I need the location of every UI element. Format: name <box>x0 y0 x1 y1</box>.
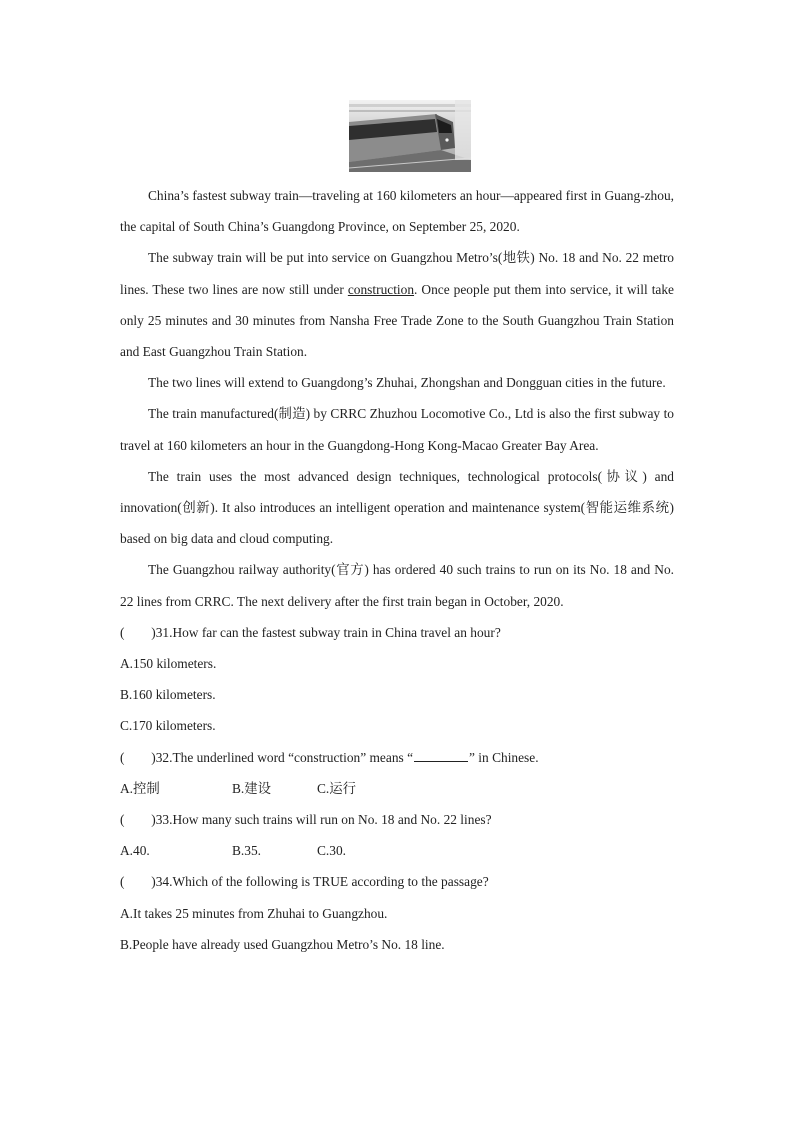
question-32-stem: ( )32.The underlined word “construction” means “ ” in Chinese. <box>120 749 539 765</box>
answer-blank <box>414 750 468 762</box>
question-32-option-b: B.建设 <box>232 780 272 796</box>
question-32-options <box>120 773 674 804</box>
underlined-word: construction <box>347 281 415 297</box>
paragraph-1: China’s fastest subway train—traveling at 160 kilometers an hour—appeared first in Guang-zhou, the capital of South China’s Guangdong Province, on September 25, 2020. <box>120 188 674 235</box>
paragraph-3: The two lines will extend to Guangdong’s Zhuhai, Zhongshan and Dongguan cities in the future. <box>148 375 666 391</box>
question-32-option-c: C.运行 <box>317 780 357 796</box>
subway-train-photo <box>349 100 471 172</box>
question-34-stem: ( )34.Which of the following is TRUE according to the passage? <box>120 874 489 890</box>
question-31-option-b: B.160 kilometers. <box>120 687 216 703</box>
question-34-option-a: A.It takes 25 minutes from Zhuhai to Guangzhou. <box>120 905 388 921</box>
question-33-option-a: A.40. <box>120 843 150 859</box>
question-31-stem: ( )31.How far can the fastest subway train in China travel an hour? <box>120 624 501 640</box>
question-33-options <box>120 835 674 866</box>
passage <box>120 180 674 960</box>
question-31-option-c: C.170 kilometers. <box>120 718 216 734</box>
paragraph-2: The subway train will be put into service on Guangzhou Metro’s(地铁) No. 18 and No. 22 metro lines. These two lines are now still under construction. Once people put them into service, it will take only 25 minutes and 30 minutes from Nansha Free Trade Zone to the South Guangzhou Train Station and East Guangzhou Train Station. <box>120 250 675 360</box>
paragraph-6: The Guangzhou railway authority(官方) has ordered 40 such trains to run on its No. 18 and No. 22 lines from CRRC. The next delivery after the first train began in October, 2020. <box>120 562 674 609</box>
paragraph-5: The train uses the most advanced design techniques, technological protocols(协议) and innovation(创新). It also introduces an intelligent operation and maintenance system(智能运维系统) based on big data and cloud computing. <box>120 468 674 547</box>
question-33-option-c: C.30. <box>317 843 347 859</box>
question-31-option-a: A.150 kilometers. <box>120 656 217 672</box>
question-32-option-a: A.控制 <box>120 780 160 796</box>
question-33-stem: ( )33.How many such trains will run on No. 18 and No. 22 lines? <box>120 812 492 828</box>
paragraph-4: The train manufactured(制造) by CRRC Zhuzhou Locomotive Co., Ltd is also the first subway to travel at 160 kilometers an hour in the Guangdong-Hong Kong-Macao Greater Bay Area. <box>120 406 674 453</box>
question-33-option-b: B.35. <box>232 843 262 859</box>
question-34-option-b: B.People have already used Guangzhou Metro’s No. 18 line. <box>120 936 445 952</box>
